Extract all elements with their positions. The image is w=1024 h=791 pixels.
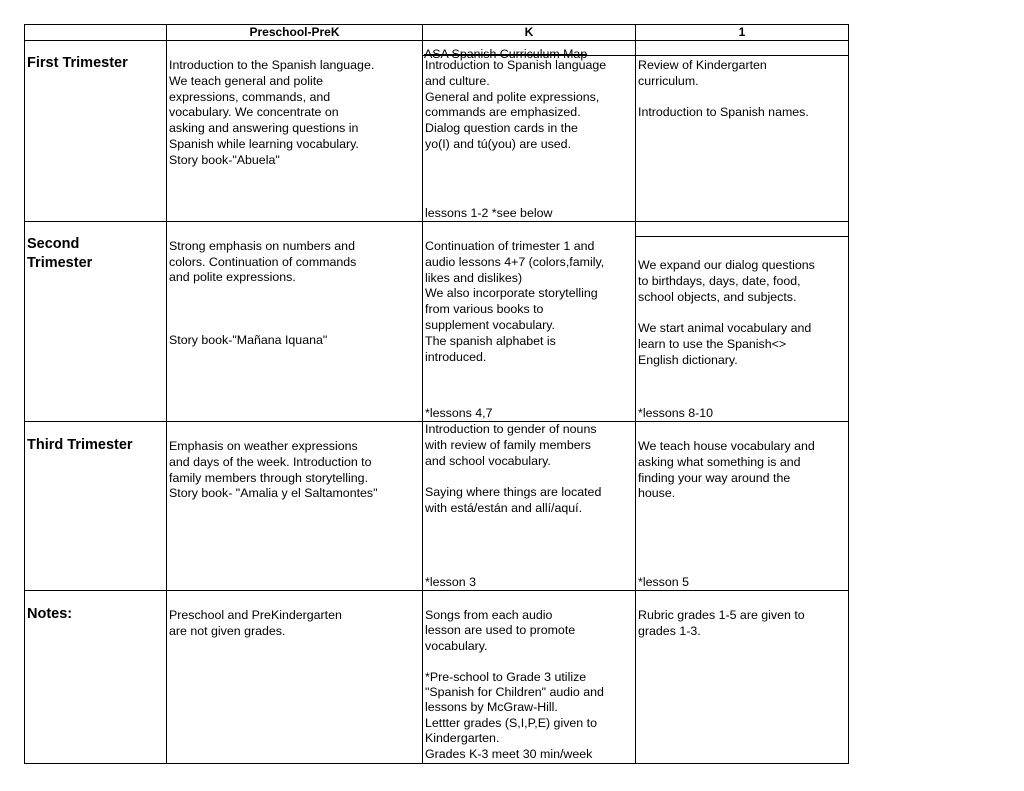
grid-line — [635, 236, 849, 237]
grid-line — [635, 24, 636, 764]
cell-grade-1-notes: Rubric grades 1-5 are given to grades 1-3. — [638, 608, 805, 638]
cell-grade-1-third-trimester: We teach house vocabulary and asking what something is and finding your way around the house. — [638, 439, 815, 501]
column-header-k: K — [524, 25, 534, 39]
row-label-first-trimester: First Trimester — [27, 55, 128, 71]
grid-line — [166, 24, 167, 764]
cell-grade-1-first-trimester: Review of Kindergarten curriculum. Introduction to Spanish names. — [638, 58, 809, 120]
lessons-k-third-trimester: *lesson 3 — [425, 575, 476, 589]
document-title: ASA Spanish Curriculum Map — [424, 47, 588, 61]
column-header-prek: Preschool-PreK — [249, 25, 340, 39]
cell-k-notes: Songs from each audio lesson are used to promote vocabulary. *Pre-school to Grade 3 utilize "Spanish for Children" audio and lessons by McGraw-Hill. Lettter grades (S,I,P,E) given to Kindergarten. Grades K-3 meet 30 min/week — [425, 608, 604, 761]
cell-prek-first-trimester: Introduction to the Spanish language. We teach general and polite expressions, commands, and vocabulary. We concentrate on asking and answering questions in Spanish while learning vocabulary. Story book-"Abuela" — [169, 58, 375, 167]
cell-grade-1-second-trimester: We expand our dialog questions to birthdays, days, date, food, school objects, and subjects. We start animal vocabulary and learn to use the Spanish<> English dictionary. — [638, 258, 815, 367]
grid-line — [422, 24, 423, 764]
lessons-grade-1-second-trimester: *lessons 8-10 — [638, 406, 714, 420]
cell-k-first-trimester: Introduction to Spanish language and culture. General and polite expressions, commands are emphasized. Dialog question cards in the yo(I) and tú(you) are used. — [425, 58, 607, 151]
curriculum-table — [24, 24, 849, 764]
lessons-k-second-trimester: *lessons 4,7 — [425, 406, 493, 420]
row-label-notes: Notes: — [27, 606, 73, 622]
grid-line — [848, 24, 849, 764]
grid-line — [24, 40, 849, 41]
row-label-second-trimester: Second Trimester — [27, 236, 93, 271]
lessons-grade-1-third-trimester: *lesson 5 — [638, 575, 689, 589]
lessons-k-first-trimester: lessons 1-2 *see below — [425, 206, 553, 220]
grid-line — [24, 221, 849, 222]
cell-k-second-trimester: Continuation of trimester 1 and audio lessons 4+7 (colors,family, likes and dislikes) We also incorporate storytelling from various books to supplement vocabulary. The spanish alphabet is introduced. — [425, 239, 605, 364]
cell-prek-second-trimester: Strong emphasis on numbers and colors. Continuation of commands and polite expressions. Story book-"Mañana Iquana" — [169, 239, 357, 347]
cell-prek-notes: Preschool and PreKindergarten are not given grades. — [169, 608, 342, 638]
cell-k-third-trimester: Introduction to gender of nouns with review of family members and school vocabulary. Saying where things are located with está/están and allí/aquí. — [425, 422, 602, 515]
grid-line — [24, 590, 849, 591]
grid-line — [24, 763, 849, 764]
grid-line — [24, 24, 25, 764]
row-label-third-trimester: Third Trimester — [27, 437, 133, 453]
cell-prek-third-trimester: Emphasis on weather expressions and days of the week. Introduction to family members through storytelling. Story book- "Amalia y el Saltamontes" — [169, 439, 378, 501]
column-header-grade-1: 1 — [738, 25, 746, 39]
